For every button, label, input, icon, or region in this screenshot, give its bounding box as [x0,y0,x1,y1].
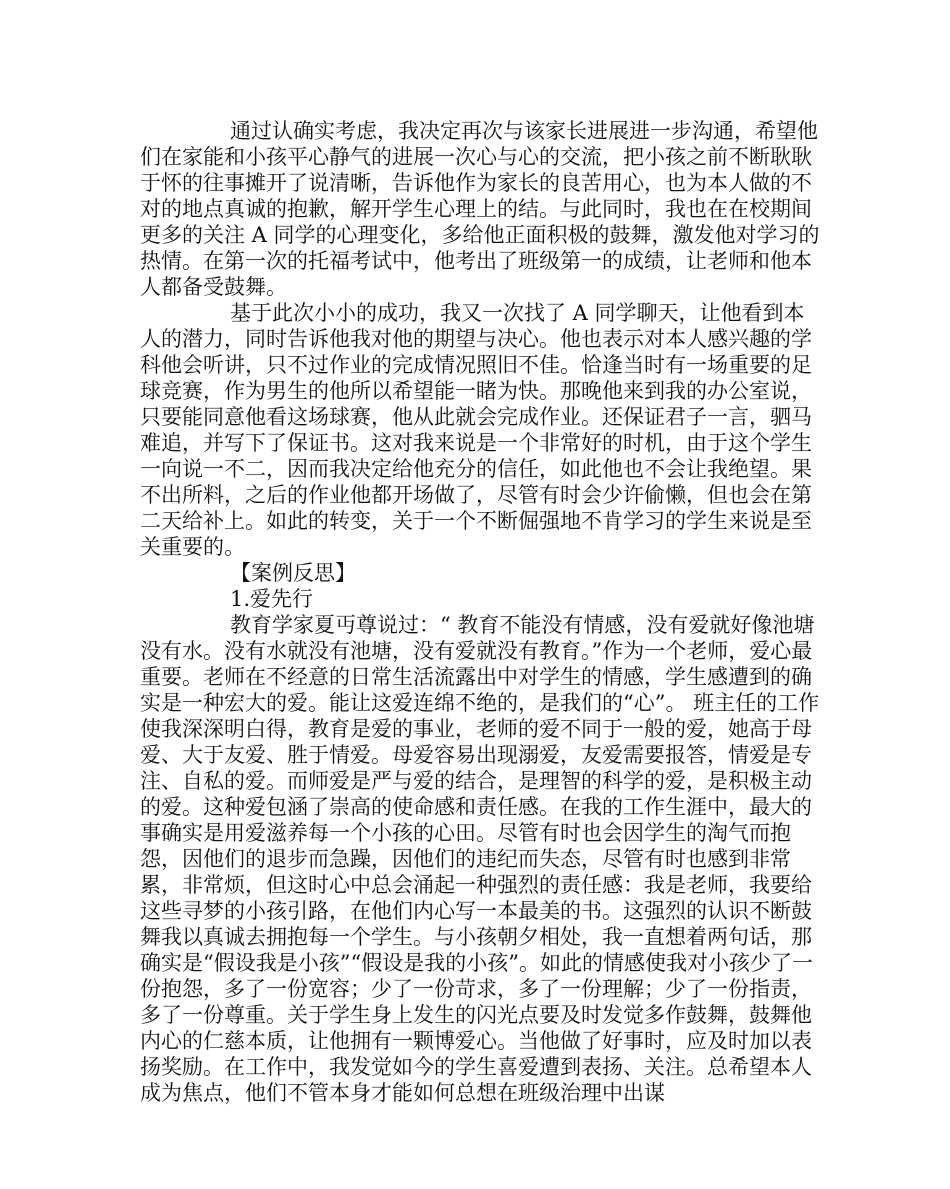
paragraph-communication: 通过认确实考虑，我决定再次与该家长进展进一步沟通，希望他们在家能和小孩平心静气的进展一次心与心的交流，把小孩之前不断耿耿于怀的往事摊开了说清晰，告诉他作为家长的良苦用心，也为本人做的不对的地点真诚的抱歉，解开学生心理上的结。与此同时，我也在在校期间更多的关注 A 同学的心理变化，多给他正面积极的鼓舞，激发他对学习的热情。在第一次的托福考试中，他考出了班级第一的成绩，让老师和他本人都备受鼓舞。 [140,119,820,299]
subheading-love-first: 1.爱先行 [230,587,314,611]
paragraph-success: 基于此次小小的成功，我又一次找了 A 同学聊天，让他看到本人的潜力，同时告诉他我对他的期望与决心。他也表示对本人感兴趣的学科他会听讲，只不过作业的完成情况照旧不佳。恰逢当时有一场重要的足球竞赛，作为男生的他所以希望能一睹为快。那晚他来到我的办公室说，只要能同意他看这场球赛，他从此就会完成作业。还保证君子一言，驷马难追，并写下了保证书。这对我来说是一个非常好的时机，由于这个学生一向说一不二，因而我决定给他充分的信任，如此他也不会让我绝望。果不出所料，之后的作业他都开场做了，尽管有时会少许偷懒，但也会在第二天给补上。如此的转变，关于一个不断倔强地不肯学习的学生来说是至关重要的。 [140,301,812,559]
paragraph-love: 教育学家夏丏尊说过：“ 教育不能没有情感，没有爱就好像池塘没有水。没有水就没有池塘，没有爱就没有教育。”作为一个老师，爱心最重要。老师在不经意的日常生活流露出中对学生的情感，学生感遭到的确实是一种宏大的爱。能让这爱连绵不绝的，是我们的“心”。 班主任的工作使我深深明白得，教育是爱的事业，老师的爱不同于一般的爱，她高于母爱、大于友爱、胜于情爱。母爱容易出现溺爱，友爱需要报答，情爱是专注、自私的爱。而师爱是严与爱的结合，是理智的科学的爱，是积极主动的爱。这种爱包涵了崇高的使命感和责任感。在我的工作生涯中，最大的事确实是用爱滋养每一个小孩的心田。尽管有时也会因学生的淘气而抱怨，因他们的退步而急躁，因他们的违纪而失态，尽管有时也感到非常累，非常烦，但这时心中总会涌起一种强烈的责任感：我是老师，我要给这些寻梦的小孩引路，在他们内心写一本最美的书。这强烈的认识不断鼓舞我以真诚去拥抱每一个学生。与小孩朝夕相处，我一直想着两句话，那确实是“假设我是小孩”“假设是我的小孩”。如此的情感使我对小孩少了一份抱怨，多了一份宽容；少了一份苛求，多了一份理解；少了一份指责，多了一份尊重。关于学生身上发生的闪光点要及时发觉多作鼓舞，鼓舞他内心的仁慈本质，让他拥有一颗博爱心。当他做了好事时，应及时加以表扬奖励。在工作中，我发觉如今的学生喜爱遭到表扬、关注。总希望本人成为焦点，他们不管本身才能如何总想在班级治理中出谋 [140,613,820,1105]
section-heading-reflection: 【案例反思】 [230,561,356,585]
document-page [140,118,820,1106]
